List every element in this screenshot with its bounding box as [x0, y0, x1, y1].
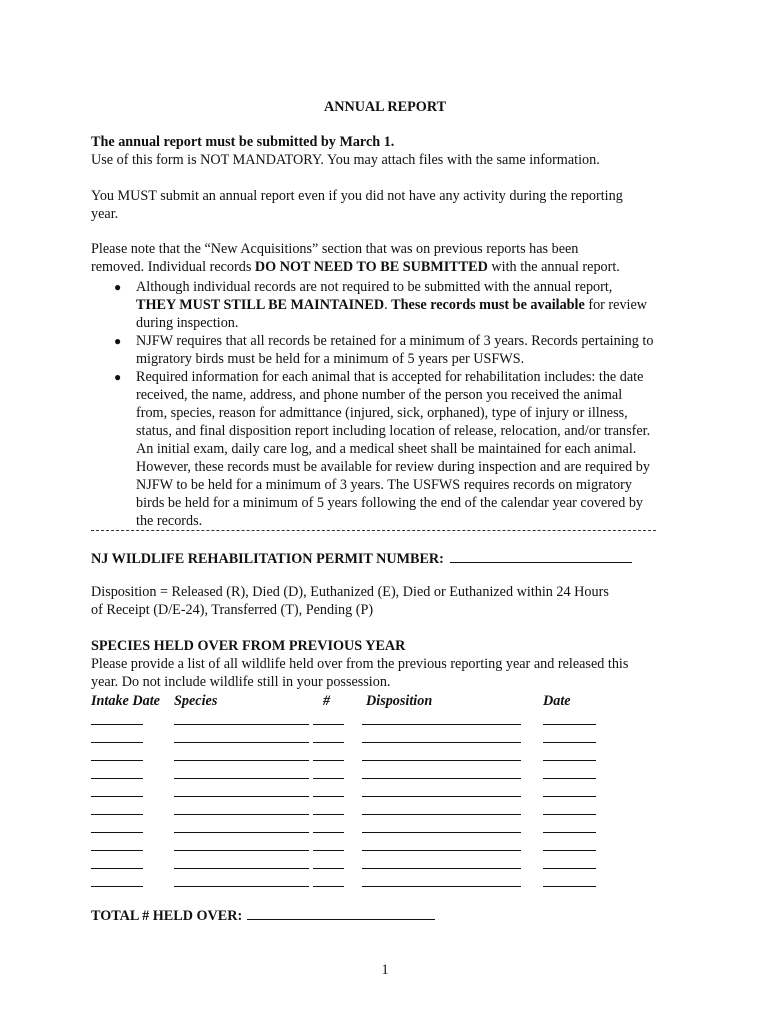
note-text: removed. Individual records [91, 259, 255, 275]
column-header-count: # [323, 693, 331, 709]
page-number: 1 [381, 962, 389, 978]
intake-date-field[interactable] [91, 778, 143, 779]
intake-date-field[interactable] [91, 796, 143, 797]
column-header-species: Species [174, 693, 218, 709]
bullet-text: during inspection. [136, 315, 239, 331]
total-held-over-row [91, 905, 435, 925]
disposition-field[interactable] [362, 868, 521, 869]
disposition-field[interactable] [362, 832, 521, 833]
bullet-text: However, these records must be available for review during inspection and are required by [136, 459, 650, 475]
date-field[interactable] [543, 850, 596, 851]
count-field[interactable] [313, 760, 344, 761]
intake-date-field[interactable] [91, 832, 143, 833]
bullet-text: . [384, 297, 392, 313]
permit-number-row [91, 548, 632, 568]
intake-date-field[interactable] [91, 760, 143, 761]
total-held-over-field[interactable] [247, 905, 435, 920]
disposition-field[interactable] [362, 796, 521, 797]
disposition-field[interactable] [362, 850, 521, 851]
species-field[interactable] [174, 832, 309, 833]
bullet-records-maintained [91, 278, 691, 332]
species-field[interactable] [174, 814, 309, 815]
bullet-emphasis: THEY MUST STILL BE MAINTAINED [136, 297, 385, 313]
bullet-icon: ● [114, 334, 122, 348]
must-submit-line-2: year. [91, 206, 119, 222]
column-header-disposition: Disposition [366, 693, 433, 709]
bullet-text: Required information for each animal that is accepted for rehabilitation includes: the date [136, 369, 644, 385]
column-header-intake-date: Intake Date [91, 693, 160, 709]
intake-date-field[interactable] [91, 742, 143, 743]
bullet-text: status, and final disposition report including location of release, relocation, and/or transfer. [136, 423, 651, 439]
permit-number-field[interactable] [450, 548, 632, 563]
permit-number-label: NJ WILDLIFE REHABILITATION PERMIT NUMBER: [91, 551, 444, 567]
bullet-required-information [91, 368, 691, 530]
optional-form-notice: Use of this form is NOT MANDATORY. You may attach files with the same information. [91, 152, 600, 168]
bullet-text [136, 296, 691, 314]
bullet-text: received, the name, address, and phone number of the person you received the animal [136, 387, 623, 403]
species-field[interactable] [174, 742, 309, 743]
date-field[interactable] [543, 778, 596, 779]
intake-date-field[interactable] [91, 814, 143, 815]
bullet-icon: ● [114, 370, 122, 384]
disposition-field[interactable] [362, 814, 521, 815]
total-held-over-label: TOTAL # HELD OVER: [91, 908, 243, 924]
disposition-field[interactable] [362, 760, 521, 761]
page-title: ANNUAL REPORT [323, 99, 447, 115]
note-emphasis: DO NOT NEED TO BE SUBMITTED [254, 259, 488, 275]
bullet-emphasis: These records must be available [391, 297, 585, 313]
bullet-text: from, species, reason for admittance (injured, sick, orphaned), type of injury or illness, [136, 405, 628, 421]
date-field[interactable] [543, 742, 596, 743]
note-line-1: Please note that the “New Acquisitions” section that was on previous reports has been [91, 241, 579, 257]
date-field[interactable] [543, 832, 596, 833]
records-bullet-list [91, 278, 691, 530]
species-field[interactable] [174, 850, 309, 851]
count-field[interactable] [313, 850, 344, 851]
species-field[interactable] [174, 886, 309, 887]
held-over-instructions-line-1: Please provide a list of all wildlife held over from the previous reporting year and released this [91, 656, 629, 672]
intake-date-field[interactable] [91, 850, 143, 851]
date-field[interactable] [543, 814, 596, 815]
bullet-icon: ● [114, 280, 122, 294]
intake-date-field[interactable] [91, 724, 143, 725]
disposition-legend-line-1: Disposition = Released (R), Died (D), Euthanized (E), Died or Euthanized within 24 Hours [91, 584, 609, 600]
disposition-field[interactable] [362, 742, 521, 743]
section-divider [91, 530, 656, 531]
disposition-field[interactable] [362, 886, 521, 887]
date-field[interactable] [543, 796, 596, 797]
bullet-text: NJFW requires that all records be retained for a minimum of 3 years. Records pertaining to [136, 333, 654, 349]
count-field[interactable] [313, 832, 344, 833]
must-submit-line-1: You MUST submit an annual report even if you did not have any activity during the reporting [91, 188, 623, 204]
date-field[interactable] [543, 886, 596, 887]
column-header-date: Date [543, 693, 571, 709]
intake-date-field[interactable] [91, 868, 143, 869]
disposition-field[interactable] [362, 778, 521, 779]
held-over-instructions-line-2: year. Do not include wildlife still in your possession. [91, 674, 391, 690]
bullet-text: An initial exam, daily care log, and a medical sheet shall be maintained for each animal. [136, 441, 637, 457]
bullet-text: the records. [136, 513, 203, 529]
count-field[interactable] [313, 796, 344, 797]
count-field[interactable] [313, 886, 344, 887]
species-field[interactable] [174, 778, 309, 779]
deadline-notice: The annual report must be submitted by March 1. [91, 134, 395, 150]
species-field[interactable] [174, 796, 309, 797]
bullet-text: migratory birds must be held for a minimum of 5 years per USFWS. [136, 351, 525, 367]
count-field[interactable] [313, 724, 344, 725]
held-over-heading: SPECIES HELD OVER FROM PREVIOUS YEAR [91, 638, 406, 654]
species-field[interactable] [174, 724, 309, 725]
intake-date-field[interactable] [91, 886, 143, 887]
bullet-text: NJFW to be held for a minimum of 3 years. The USFWS requires records on migratory [136, 477, 632, 493]
date-field[interactable] [543, 868, 596, 869]
species-field[interactable] [174, 760, 309, 761]
bullet-retention-period [91, 332, 691, 368]
count-field[interactable] [313, 814, 344, 815]
count-field[interactable] [313, 868, 344, 869]
bullet-text: for review [584, 297, 648, 313]
disposition-field[interactable] [362, 724, 521, 725]
disposition-legend-line-2: of Receipt (D/E-24), Transferred (T), Pending (P) [91, 602, 374, 618]
bullet-text: Although individual records are not required to be submitted with the annual report, [136, 279, 613, 295]
species-field[interactable] [174, 868, 309, 869]
bullet-text: birds be held for a minimum of 5 years following the end of the calendar year covered by [136, 495, 644, 511]
note-text: with the annual report. [487, 259, 620, 275]
note-line-2 [91, 258, 620, 276]
date-field[interactable] [543, 760, 596, 761]
date-field[interactable] [543, 724, 596, 725]
count-field[interactable] [313, 778, 344, 779]
count-field[interactable] [313, 742, 344, 743]
